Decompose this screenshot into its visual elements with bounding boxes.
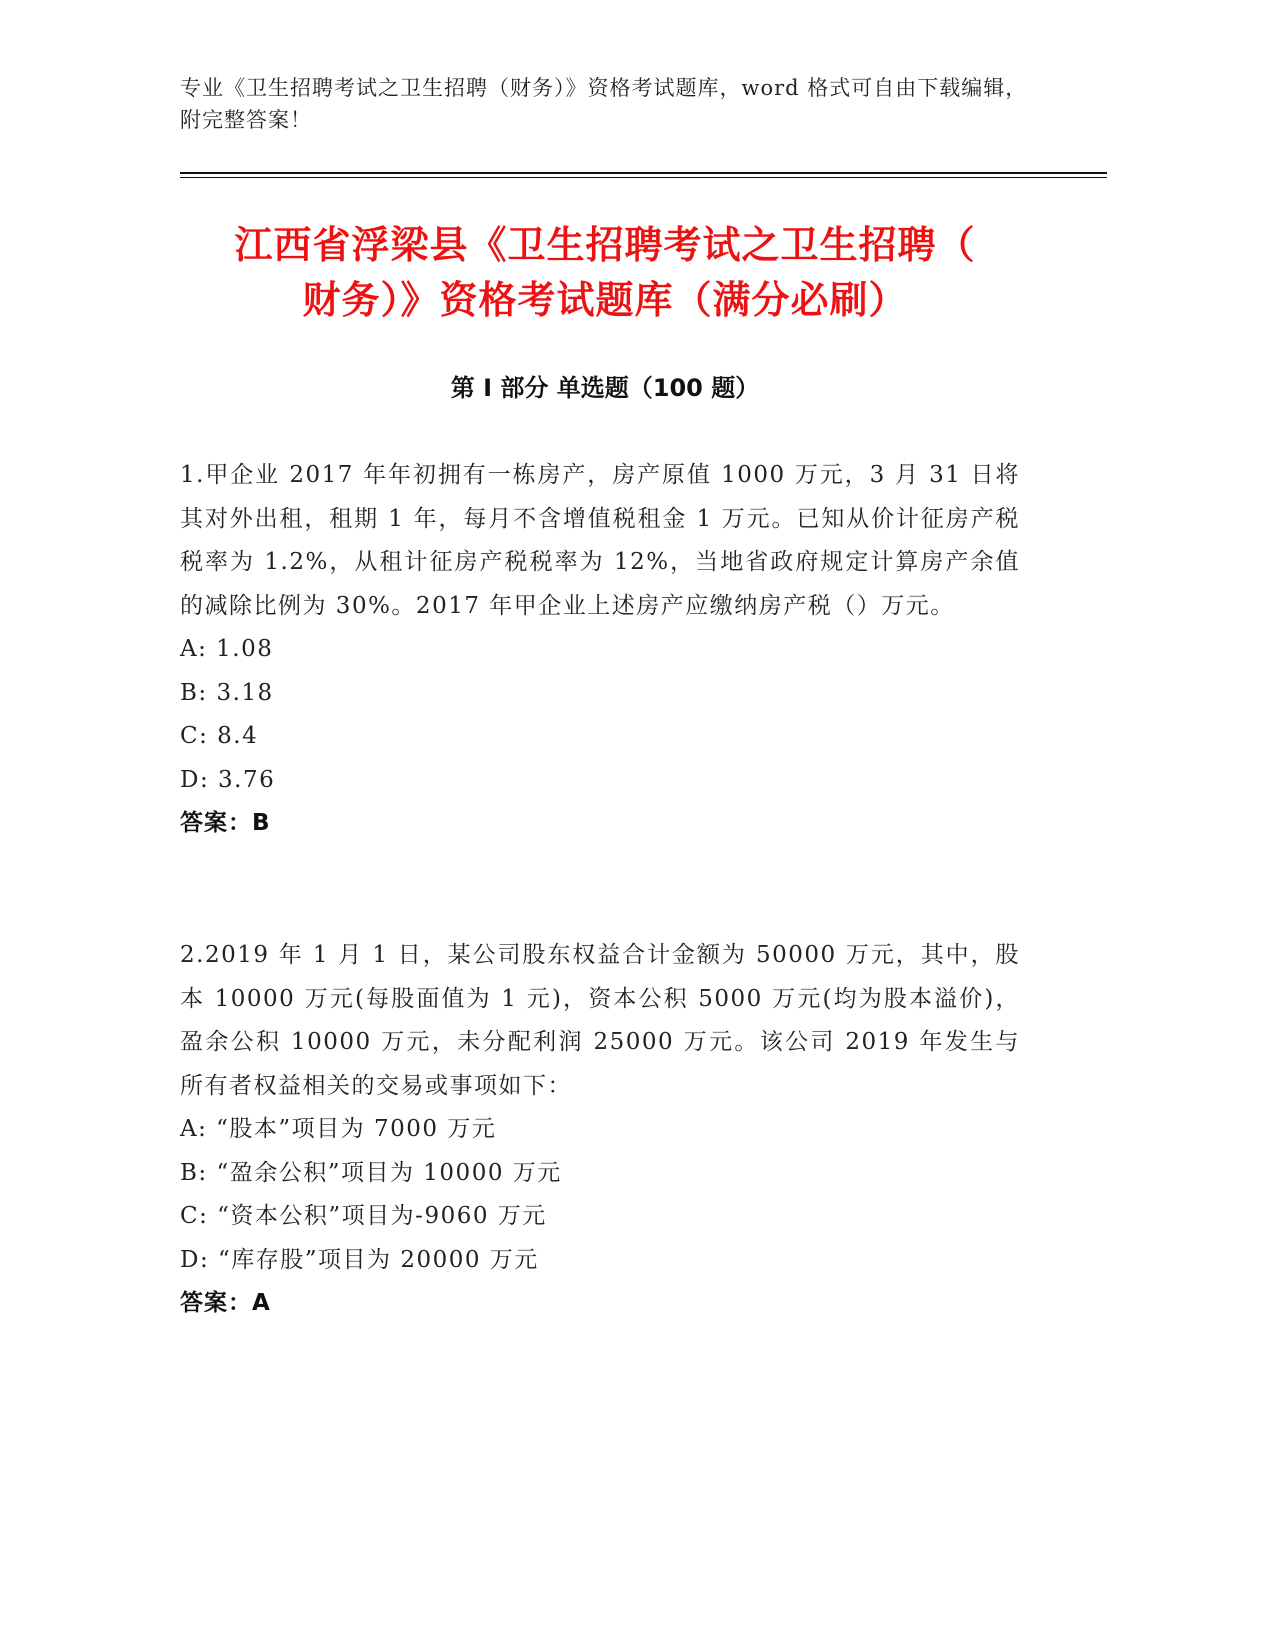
document-title-line-1: 江西省浮梁县《卫生招聘考试之卫生招聘（ — [234, 223, 976, 267]
header-divider-thin — [180, 177, 1107, 178]
option-c: C: 8.4 — [180, 723, 259, 749]
answer-label: 答案：A — [180, 1290, 271, 1316]
question-2 — [180, 934, 1020, 1326]
option-b: B: “盈余公积”项目为 10000 万元 — [180, 1159, 562, 1186]
question-stem: 2.2019 年 1 月 1 日，某公司股东权益合计金额为 50000 万元，其中，股本 10000 万元(每股面值为 1 元)，资本公积 5000 万元(均为股本溢价)，盈余公积 10000 万元，未分配利润 25000 万元。该公司 2019 年发生与所有者权益相关的交易或事项如下： — [180, 942, 1020, 1099]
document-title — [180, 218, 1030, 328]
document-title-line-2: 财务）》资格考试题库（满分必刷） — [302, 278, 908, 322]
option-c: C: “资本公积”项目为-9060 万元 — [180, 1203, 547, 1229]
option-a: A: “股本”项目为 7000 万元 — [180, 1116, 497, 1142]
question-1 — [180, 454, 1020, 846]
section-title: 第 I 部分 单选题（100 题） — [450, 374, 760, 402]
header-divider-thick — [180, 172, 1107, 174]
option-d: D: “库存股”项目为 20000 万元 — [180, 1246, 539, 1273]
option-a: A: 1.08 — [180, 636, 274, 662]
answer-label: 答案：B — [180, 810, 271, 836]
question-stem: 1.甲企业 2017 年年初拥有一栋房产，房产原值 1000 万元，3 月 31 日将其对外出租，租期 1 年，每月不含增值税租金 1 万元。已知从价计征房产税税率为 1.2%，从租计征房产税税率为 12%，当地省政府规定计算房产余值的减除比例为 30%。2017 年甲企业上述房产应缴纳房产税（）万元。 — [180, 462, 1020, 619]
option-d: D: 3.76 — [180, 766, 276, 793]
header-note: 专业《卫生招聘考试之卫生招聘（财务）》资格考试题库，word 格式可自由下载编辑，附完整答案！ — [180, 76, 1028, 132]
option-b: B: 3.18 — [180, 679, 274, 706]
